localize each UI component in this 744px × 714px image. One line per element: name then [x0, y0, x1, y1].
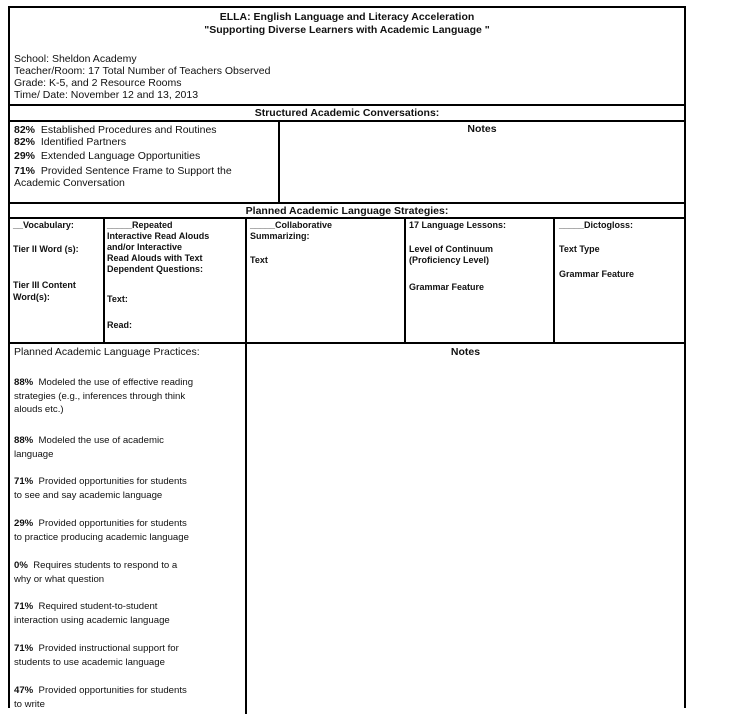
form-title: ELLA: English Language and Literacy Acceleration: [219, 11, 475, 23]
divider: [10, 104, 684, 106]
divider: [10, 342, 684, 344]
grade-line: Grade: K-5, and 2 Resource Rooms: [14, 77, 182, 89]
conversation-item: 82% Identified Partners: [14, 136, 127, 148]
conversation-item: 71% Provided Sentence Frame to Support the: [14, 165, 232, 177]
lessons-grammar-label: Grammar Feature: [409, 282, 485, 292]
practice-item: 71% Provided instructional support for students to use academic language: [14, 643, 179, 668]
lessons-line: (Proficiency Level): [409, 255, 490, 265]
column-divider: [553, 217, 555, 342]
repeated-text-label: Text:: [107, 294, 128, 304]
practices-heading: Planned Academic Language Practices:: [14, 346, 200, 358]
conversations-notes-label: Notes: [467, 123, 497, 135]
dictogloss-type-label: Text Type: [559, 244, 600, 254]
repeated-line: Dependent Questions:: [107, 264, 204, 274]
conversation-item: 29% Extended Language Opportunities: [14, 150, 201, 162]
conversations-heading: Structured Academic Conversations:: [254, 107, 440, 119]
practice-item: 0% Requires students to respond to a why or what question: [14, 560, 178, 585]
form-subtitle: "Supporting Diverse Learners with Academic Language ": [204, 24, 490, 36]
dictogloss-grammar-label: Grammar Feature: [559, 269, 635, 279]
divider: [10, 120, 684, 122]
collaborative-title: _____Collaborative: [250, 220, 333, 230]
practice-item: 88% Modeled the use of academic language: [14, 435, 164, 460]
teacher-line: Teacher/Room: 17 Total Number of Teachers Observed: [14, 65, 271, 77]
repeated-line: and/or Interactive: [107, 242, 183, 252]
vocabulary-title: __Vocabulary:: [13, 220, 74, 230]
column-divider: [245, 217, 247, 342]
date-line: Time/ Date: November 12 and 13, 2013: [14, 89, 199, 101]
practice-item: 29% Provided opportunities for students to practice producing academic language: [14, 518, 189, 543]
dictogloss-title: _____Dictogloss:: [559, 220, 634, 230]
column-divider: [404, 217, 406, 342]
observation-form: [8, 6, 686, 708]
column-divider: [103, 217, 105, 342]
repeated-line: Read Alouds with Text: [107, 253, 203, 263]
repeated-line: Interactive Read Alouds: [107, 231, 210, 241]
lessons-line: Level of Continuum: [409, 244, 493, 254]
tier3-label: Tier III Content: [13, 280, 76, 290]
practice-item: 71% Required student-to-student interaction using academic language: [14, 601, 170, 626]
practice-item: 71% Provided opportunities for students to see and say academic language: [14, 476, 187, 501]
conversation-item: 82% Established Procedures and Routines: [14, 124, 217, 136]
collaborative-line: Summarizing:: [250, 231, 310, 241]
repeated-read-label: Read:: [107, 320, 133, 330]
column-divider: [245, 342, 247, 714]
divider: [10, 202, 684, 204]
practice-item: 88% Modeled the use of effective reading strategies (e.g., inferences through think alouds etc.): [14, 377, 194, 415]
lessons-title: 17 Language Lessons:: [409, 220, 507, 230]
practice-item: 47% Provided opportunities for students to write: [14, 685, 187, 710]
conversation-item-continued: Academic Conversation: [14, 177, 125, 189]
collaborative-text-label: Text: [250, 255, 268, 265]
strategies-heading: Planned Academic Language Strategies:: [245, 205, 449, 217]
practices-notes-label: Notes: [450, 346, 481, 358]
school-line: School: Sheldon Academy: [14, 53, 137, 65]
tier2-label: Tier II Word (s):: [13, 244, 79, 254]
repeated-title: _____Repeated: [107, 220, 173, 230]
divider: [10, 217, 684, 219]
tier3-label-cont: Word(s):: [13, 292, 50, 302]
